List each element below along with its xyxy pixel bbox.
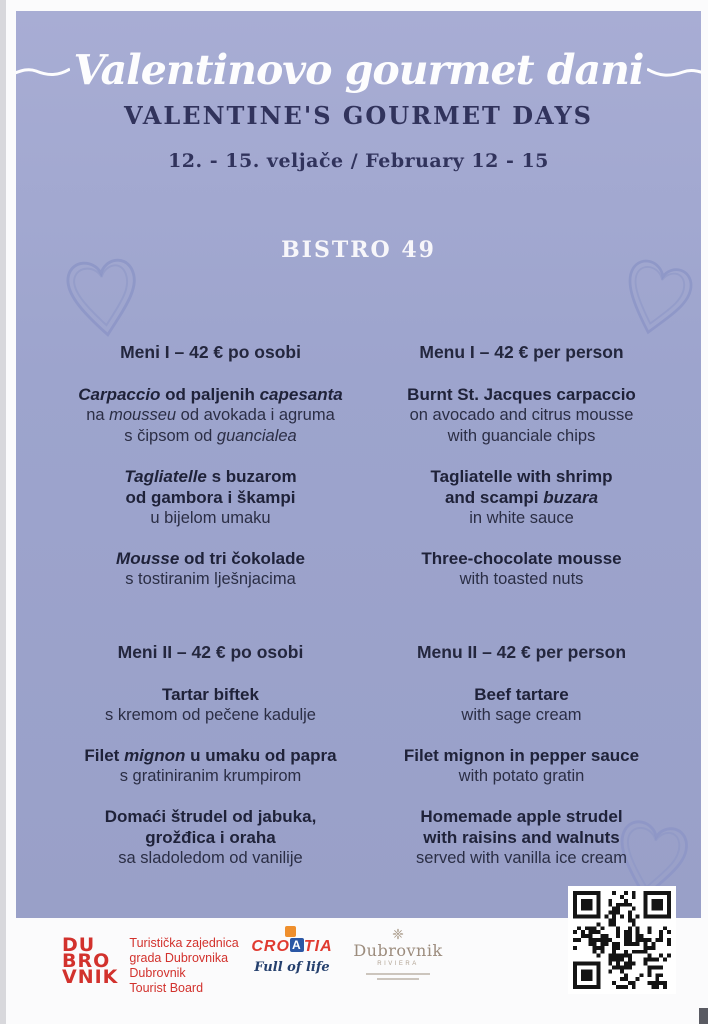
menu-item: Homemade apple strudel with raisins and walnuts served with vanilla ice cream (416, 807, 627, 867)
croatia-full-of-life-logo (246, 938, 338, 975)
croatia-letters: CRO (251, 938, 290, 955)
tourist-board-text (129, 936, 238, 996)
qr-code (568, 886, 676, 994)
script-title: Valentinovo gourmet dani (73, 46, 644, 94)
dubrovnik-riviera-logo (350, 926, 446, 980)
heart-swash-icon (647, 46, 701, 95)
orange-square-icon (285, 926, 296, 937)
menu-item: Filet mignon u umaku od papra s gratiniranim krumpirom (84, 746, 337, 785)
tourist-board-monogram (62, 934, 119, 988)
croatia-a-square: A (290, 938, 304, 952)
menu-column-croatian (55, 342, 366, 888)
riviera-microtext-bar (377, 978, 419, 980)
menu-header: Meni I – 42 € po osobi (120, 342, 301, 362)
tourist-board-text-line: Turistička zajednica (129, 936, 239, 950)
menu-item: Beef tartare with sage cream (461, 685, 582, 724)
menu-item: Three-chocolate mousse with toasted nuts (421, 549, 622, 588)
menu-item: Tartar biftek s kremom od pečene kadulje (105, 685, 316, 724)
tourist-board-text-line: Dubrovnik (129, 966, 186, 980)
monogram-line: BRO (62, 950, 111, 972)
tourist-board-text-line: Tourist Board (129, 981, 204, 995)
dubrovnik-tourist-board-logo (62, 934, 239, 996)
menu-item: Domaći štrudel od jabuka, grožđica i oraha sa sladoledom od vanilije (104, 807, 317, 867)
menu-grid (55, 342, 677, 888)
poster-panel (16, 11, 701, 918)
photo-corner-artifact (699, 1008, 708, 1024)
riviera-name: Dubrovnik (353, 941, 443, 960)
menu-item: Burnt St. Jacques carpaccio on avocado and citrus mousse with guanciale chips (407, 385, 636, 445)
riviera-subtitle: RIVIERA (377, 961, 419, 967)
menu-item: Tagliatelle with shrimp and scampi buzara in white sauce (430, 467, 613, 527)
tourist-board-text-line: grada Dubrovnika (129, 951, 229, 965)
monogram-line: DU (62, 934, 96, 956)
menu-item: Carpaccio od paljenih capesanta na mousseu od avokada i agruma s čipsom od guancialea (78, 385, 343, 445)
menu-header: Meni II – 42 € po osobi (117, 642, 304, 662)
croatia-letters: TIA (303, 938, 333, 955)
venue-name: BISTRO 49 (281, 237, 436, 263)
croatia-wordmark (251, 938, 332, 956)
menu-column-english (366, 342, 677, 888)
menu-item: Mousse od tri čokolade s tostiranim lješnjacima (116, 549, 305, 588)
menu-item: Filet mignon in pepper sauce with potato gratin (403, 746, 640, 785)
script-header-row (16, 38, 701, 102)
monogram-line: VNIK (62, 966, 119, 988)
date-range: 12. - 15. veljače / February 12 - 15 (168, 150, 549, 172)
menu-item: Tagliatelle s buzarom od gambora i škampi u bijelom umaku (124, 467, 297, 527)
menu-header: Menu II – 42 € per person (416, 642, 627, 662)
menu-header: Menu I – 42 € per person (419, 342, 624, 362)
title-english: VALENTINE'S GOURMET DAYS (124, 101, 593, 130)
riviera-microtext-bar (366, 973, 430, 975)
photo-edge-strip (0, 0, 6, 1024)
croatia-tagline: Full of life (254, 960, 330, 975)
heart-swash-icon (16, 46, 70, 95)
riviera-emblem-icon: ❈ (392, 926, 404, 942)
